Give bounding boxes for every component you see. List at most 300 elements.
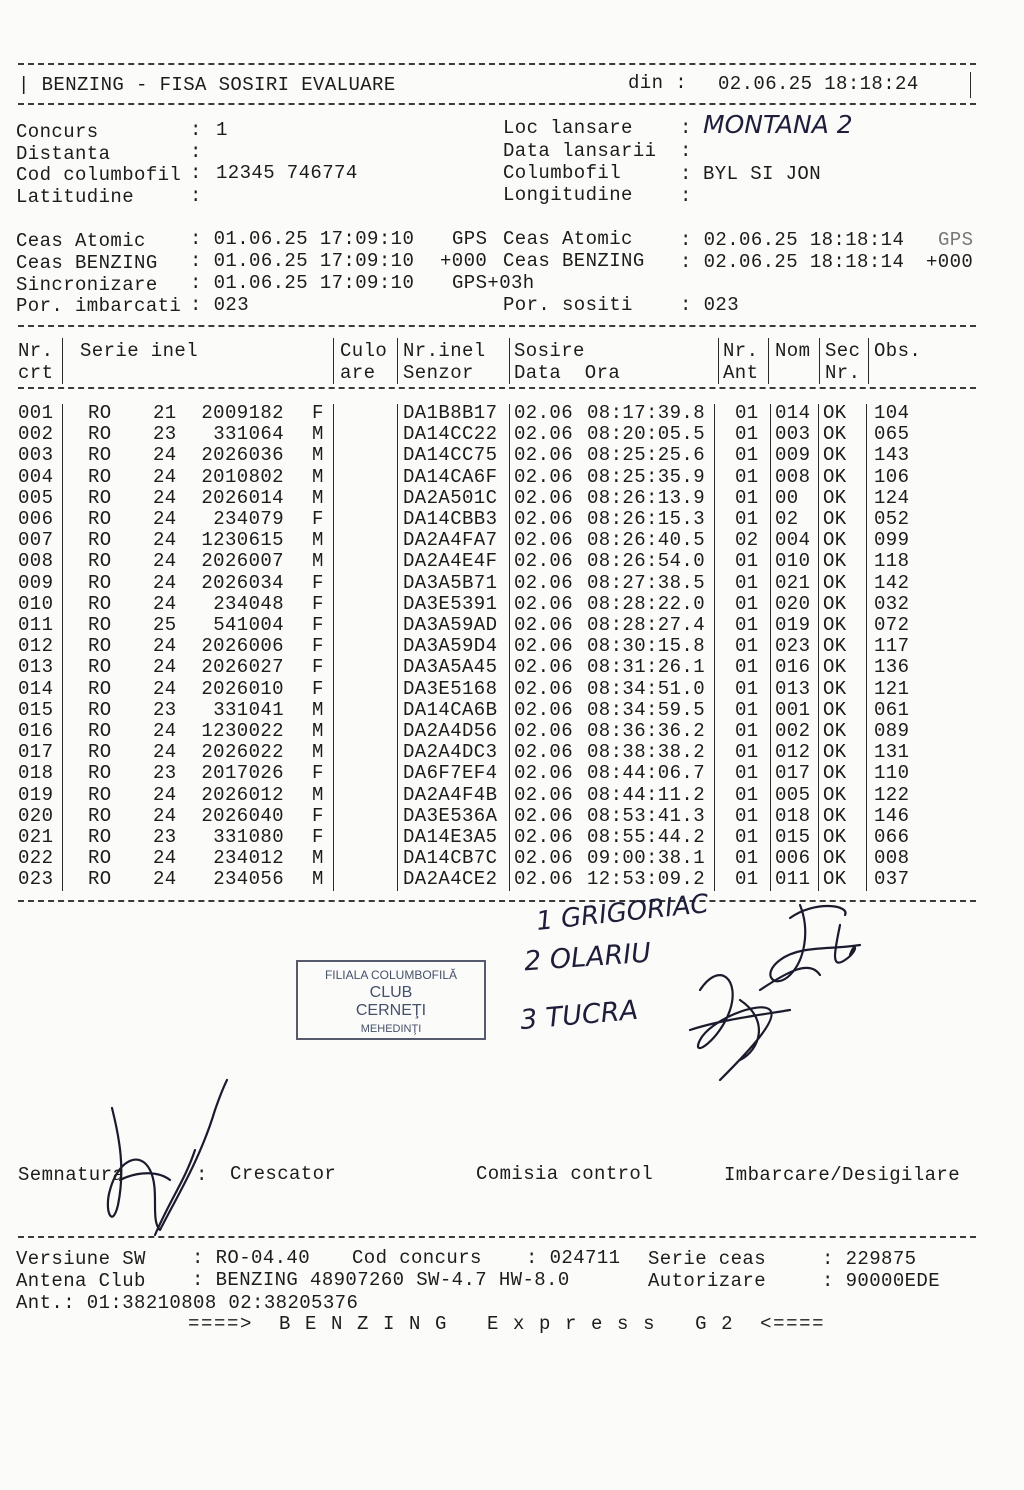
row-time: 08:34:59.5 [587,698,706,721]
row-antenna: 01 [735,486,759,509]
row-time: 08:25:25.6 [587,444,706,467]
row-country: RO [88,402,112,424]
row-nom: 010 [775,550,811,573]
row-nr: 002 [18,423,54,446]
row-antenna: 01 [735,720,759,742]
row-country: RO [88,826,112,848]
row-obs: 065 [874,423,910,446]
row-date: 02.06 [514,868,574,891]
row-year: 24 [153,720,177,742]
row-ring: 2026040 [201,804,284,827]
row-year: 24 [153,783,177,806]
row-time: 08:34:51.0 [587,677,706,700]
row-nr: 016 [18,720,54,742]
clock-suffix: +000 [926,251,974,273]
row-time: 08:30:15.8 [587,635,706,658]
row-country: RO [88,550,112,573]
row-year: 24 [153,550,177,573]
row-date: 02.06 [514,720,574,742]
row-nom: 004 [775,529,811,552]
imbarcare-label: Imbarcare/Desigilare [724,1164,961,1186]
row-date: 02.06 [514,847,574,870]
row-sex: F [312,614,324,636]
row-country: RO [88,529,112,552]
row-sec: OK [823,508,847,530]
row-nom: 017 [775,762,811,785]
row-year: 24 [153,804,177,827]
row-antenna: 01 [735,614,759,636]
row-nr: 015 [18,698,54,721]
report-date-label: din : [628,72,688,94]
row-nom: 018 [775,804,811,827]
row-date: 02.06 [514,804,574,827]
row-country: RO [88,677,112,700]
col-culoare: are [340,362,376,384]
row-antenna: 01 [735,656,759,679]
row-date: 02.06 [514,826,574,848]
row-time: 08:53:41.3 [587,804,706,827]
row-nr: 011 [18,614,54,636]
col-nom: Nom [775,340,811,362]
row-time: 08:26:15.3 [587,508,706,530]
row-country: RO [88,508,112,530]
row-country: RO [88,635,112,658]
row-obs: 099 [874,529,910,552]
clock-label: Sincronizare [16,274,158,296]
row-sex: M [312,465,324,488]
row-sensor: DA3E5391 [403,592,498,615]
col-senzor: Senzor [403,362,474,384]
info-label: Data lansarii [503,140,657,162]
info-value: BYL SI JON [703,163,822,185]
row-ring: 331041 [213,698,284,721]
row-ring: 2026007 [201,550,284,573]
info-label: Distanta [16,143,111,165]
row-sensor: DA2A4CE2 [403,868,498,891]
row-sensor: DA2A4E4F [403,550,498,573]
row-time: 08:17:39.8 [587,402,706,424]
row-obs: 118 [874,550,910,573]
info-value: 12345 746774 [216,162,358,184]
row-date: 02.06 [514,571,574,594]
clock-label: Ceas Atomic [16,230,146,252]
clock-suffix: +000 [440,250,488,272]
row-nr: 014 [18,677,54,700]
handwritten-line: 3 TUCRA [518,994,640,1037]
row-sensor: DA14CC75 [403,444,498,467]
row-time: 08:28:27.4 [587,614,706,636]
row-year: 24 [153,571,177,594]
row-sex: M [312,741,324,764]
col-culoare: Culo [340,340,388,362]
row-ring: 234012 [213,847,284,870]
col-sosire: Data Ora [514,362,621,384]
col-senzor: Nr.inel [403,340,486,362]
clock-label: Ceas BENZING [16,252,158,274]
row-date: 02.06 [514,698,574,721]
row-country: RO [88,804,112,827]
row-nom: 023 [775,635,811,658]
footer-label: Versiune SW [16,1248,146,1270]
row-antenna: 01 [735,550,759,573]
row-year: 24 [153,847,177,870]
row-year: 24 [153,465,177,488]
col-nr: crt [18,362,54,384]
row-nom: 001 [775,698,811,721]
row-antenna: 01 [735,847,759,870]
info-label: Columbofil [503,162,622,184]
row-nom: 006 [775,847,811,870]
row-obs: 072 [874,614,910,636]
clock-label: Por. imbarcati [16,295,182,317]
row-date: 02.06 [514,486,574,509]
row-date: 02.06 [514,677,574,700]
row-obs: 124 [874,486,910,509]
row-sex: M [312,698,324,721]
row-antenna: 01 [735,635,759,658]
row-obs: 037 [874,868,910,891]
signature-stroke [690,968,820,1030]
row-sec: OK [823,550,847,573]
clock-value: : 023 [680,294,740,316]
row-country: RO [88,783,112,806]
row-sex: M [312,486,324,509]
footer-separator [18,1236,976,1238]
row-obs: 122 [874,783,910,806]
row-date: 02.06 [514,783,574,806]
row-date: 02.06 [514,423,574,446]
row-sex: M [312,847,324,870]
clock-value: : 01.06.25 17:09:10 [190,228,415,250]
signature-colon: : [196,1164,208,1186]
signature-stroke [835,925,855,963]
row-nom: 020 [775,592,811,615]
row-sex: F [312,677,324,700]
row-antenna: 01 [735,698,759,721]
row-sec: OK [823,656,847,679]
clock-value: : 01.06.25 17:09:10 [190,272,415,294]
row-nr: 007 [18,529,54,552]
row-country: RO [88,720,112,742]
row-ring: 2026036 [201,444,284,467]
row-time: 08:55:44.2 [587,826,706,848]
row-ring: 2026022 [201,741,284,764]
row-sensor: DA6F7EF4 [403,762,498,785]
row-sex: M [312,444,324,467]
row-obs: 142 [874,571,910,594]
row-nr: 017 [18,741,54,764]
row-nr: 001 [18,402,54,424]
row-nom: 013 [775,677,811,700]
row-date: 02.06 [514,529,574,552]
row-nom: 011 [775,868,811,891]
row-obs: 052 [874,508,910,530]
col-serie: Serie inel [80,340,199,362]
row-time: 08:44:06.7 [587,762,706,785]
row-antenna: 01 [735,677,759,700]
row-nr: 013 [18,656,54,679]
row-sec: OK [823,826,847,848]
row-sensor: DA2A501C [403,486,498,509]
loc-lansare-handwritten: MONTANA 2 [703,110,853,139]
row-country: RO [88,698,112,721]
row-sec: OK [823,423,847,446]
row-antenna: 01 [735,402,759,424]
row-date: 02.06 [514,762,574,785]
row-year: 25 [153,614,177,636]
row-sensor: DA2A4FA7 [403,529,498,552]
signature-stroke [120,1150,195,1235]
clock-suffix: GPS [938,229,974,251]
row-sex: M [312,550,324,573]
brand-line: ====> B E N Z I N G E x p r e s s G 2 <==== [188,1313,826,1335]
col-sosire: Sosire [514,340,585,362]
clock-label: Por. sositi [503,294,633,316]
row-year: 23 [153,698,177,721]
row-sensor: DA3A59AD [403,614,498,636]
clock-suffix: GPS [452,228,488,250]
row-time: 08:36:36.2 [587,720,706,742]
row-time: 08:26:54.0 [587,550,706,573]
row-time: 08:20:05.5 [587,423,706,446]
info-label: Latitudine [16,186,135,208]
row-nr: 020 [18,804,54,827]
col-obs: Obs. [874,340,922,362]
row-year: 24 [153,592,177,615]
row-nom: 015 [775,826,811,848]
row-sec: OK [823,444,847,467]
row-sensor: DA2A4F4B [403,783,498,806]
row-country: RO [88,847,112,870]
row-sensor: DA2A4DC3 [403,741,498,764]
row-antenna: 01 [735,762,759,785]
row-ring: 234048 [213,592,284,615]
row-sec: OK [823,804,847,827]
row-obs: 066 [874,826,910,848]
row-sex: M [312,783,324,806]
clock-value: : 023 [190,294,250,316]
row-time: 08:27:38.5 [587,571,706,594]
row-sec: OK [823,847,847,870]
row-antenna: 01 [735,571,759,594]
footer-label: Serie ceas [648,1248,767,1270]
row-antenna: 01 [735,741,759,764]
clock-label: Ceas Atomic [503,228,633,250]
stamp-text: FILIALA COLUMBOFILĂ [324,968,458,982]
row-country: RO [88,741,112,764]
row-nr: 022 [18,847,54,870]
row-country: RO [88,486,112,509]
row-sex: F [312,571,324,594]
row-date: 02.06 [514,741,574,764]
row-sex: F [312,635,324,658]
row-antenna: 01 [735,592,759,615]
row-year: 24 [153,656,177,679]
row-nom: 019 [775,614,811,636]
row-nom: 012 [775,741,811,764]
stamp-text: CLUB [369,984,413,1001]
row-country: RO [88,656,112,679]
row-antenna: 01 [735,444,759,467]
row-year: 24 [153,486,177,509]
row-ring: 234079 [213,508,284,530]
handwritten-line: 1 GRIGORIAC [534,889,711,937]
row-sec: OK [823,783,847,806]
footer-label: Antena Club [16,1270,146,1292]
row-country: RO [88,423,112,446]
row-ring: 2026027 [201,656,284,679]
row-sex: M [312,423,324,446]
comisia-label: Comisia control [476,1163,654,1185]
clock-value: : 02.06.25 18:18:14 [680,229,905,251]
row-nr: 019 [18,783,54,806]
signature-label: Semnatura [18,1164,125,1186]
row-ring: 1230615 [201,529,284,552]
row-year: 23 [153,762,177,785]
row-nr: 008 [18,550,54,573]
row-obs: 104 [874,402,910,424]
row-ring: 331064 [213,423,284,446]
info-colon: : [680,185,692,207]
row-country: RO [88,444,112,467]
row-obs: 110 [874,762,910,785]
row-sec: OK [823,614,847,636]
clock-value: : 02.06.25 18:18:14 [680,251,905,273]
clock-label: Ceas BENZING [503,250,645,272]
row-sensor: DA3A5A45 [403,656,498,679]
row-date: 02.06 [514,508,574,530]
col-ant: Nr. [723,340,759,362]
row-ring: 2026014 [201,486,284,509]
row-antenna: 01 [735,423,759,446]
row-antenna: 01 [735,826,759,848]
row-nr: 003 [18,444,54,467]
clock-value: : 01.06.25 17:09:10 [190,250,415,272]
row-sex: F [312,402,324,424]
row-nom: 002 [775,720,811,742]
row-year: 24 [153,529,177,552]
stamp-text: CERNEŢI [355,1002,427,1019]
info-label: Loc lansare [503,117,633,139]
row-ring: 2017026 [201,762,284,785]
row-year: 24 [153,741,177,764]
row-date: 02.06 [514,550,574,573]
row-antenna: 01 [735,465,759,488]
row-obs: 143 [874,444,910,467]
row-nr: 021 [18,826,54,848]
row-obs: 061 [874,698,910,721]
row-sex: M [312,868,324,891]
row-sex: M [312,720,324,742]
row-sensor: DA14CA6F [403,465,498,488]
row-year: 24 [153,508,177,530]
row-obs: 146 [874,804,910,827]
row-nr: 012 [18,635,54,658]
footer-label: Autorizare [648,1270,767,1292]
row-sec: OK [823,720,847,742]
row-sensor: DA3E536A [403,804,498,827]
row-sec: OK [823,571,847,594]
footer-value: : 90000EDE [822,1270,941,1292]
row-country: RO [88,868,112,891]
row-sex: F [312,826,324,848]
row-time: 08:26:13.9 [587,486,706,509]
row-nom: 016 [775,656,811,679]
report-date-value: 02.06.25 18:18:24 [718,73,919,95]
row-sensor: DA1B8B17 [403,402,498,424]
col-sec: Sec [825,340,861,362]
row-sensor: DA3A59D4 [403,635,498,658]
row-country: RO [88,465,112,488]
col-ant: Ant [723,362,759,384]
row-sensor: DA14CC22 [403,423,498,446]
row-sensor: DA3A5B71 [403,571,498,594]
row-ring: 2026010 [201,677,284,700]
row-country: RO [88,614,112,636]
info-colon: : [680,163,692,185]
row-time: 08:31:26.1 [587,656,706,679]
row-nom: 005 [775,783,811,806]
row-ring: 2026012 [201,783,284,806]
row-nr: 023 [18,868,54,891]
row-year: 24 [153,677,177,700]
row-sensor: DA2A4D56 [403,720,498,742]
row-year: 24 [153,868,177,891]
row-sec: OK [823,635,847,658]
row-sex: F [312,508,324,530]
row-date: 02.06 [514,656,574,679]
info-colon: : [190,119,202,141]
footer-value: : RO-04.40 [192,1247,311,1269]
row-obs: 089 [874,720,910,742]
col-nr: Nr. [18,340,54,362]
row-ring: 2009182 [201,402,284,424]
row-sec: OK [823,402,847,424]
row-nom: 014 [775,402,811,424]
row-antenna: 01 [735,783,759,806]
row-sex: M [312,529,324,552]
row-nom: 008 [775,465,811,488]
info-colon: : [680,117,692,139]
row-time: 08:44:11.2 [587,783,706,806]
footer-value: : BENZING 48907260 SW-4.7 HW-8.0 [192,1269,570,1291]
footer-value: : 229875 [822,1248,917,1270]
row-time: 08:25:35.9 [587,465,706,488]
row-sensor: DA14CBB3 [403,508,498,530]
row-time: 08:28:22.0 [587,592,706,615]
row-ring: 2010802 [201,465,284,488]
row-obs: 121 [874,677,910,700]
info-label: Concurs [16,121,99,143]
row-antenna: 01 [735,804,759,827]
row-nr: 005 [18,486,54,509]
row-date: 02.06 [514,592,574,615]
row-nom: 00 [775,486,799,509]
row-date: 02.06 [514,614,574,636]
row-year: 24 [153,444,177,467]
row-antenna: 02 [735,529,759,552]
row-obs: 136 [874,656,910,679]
stamp-text: MEHEDINŢI [360,1023,422,1035]
row-ring: 541004 [213,614,284,636]
row-sec: OK [823,486,847,509]
row-date: 02.06 [514,635,574,658]
row-sex: F [312,592,324,615]
row-sec: OK [823,529,847,552]
row-date: 02.06 [514,444,574,467]
row-sex: F [312,656,324,679]
row-sex: F [312,762,324,785]
